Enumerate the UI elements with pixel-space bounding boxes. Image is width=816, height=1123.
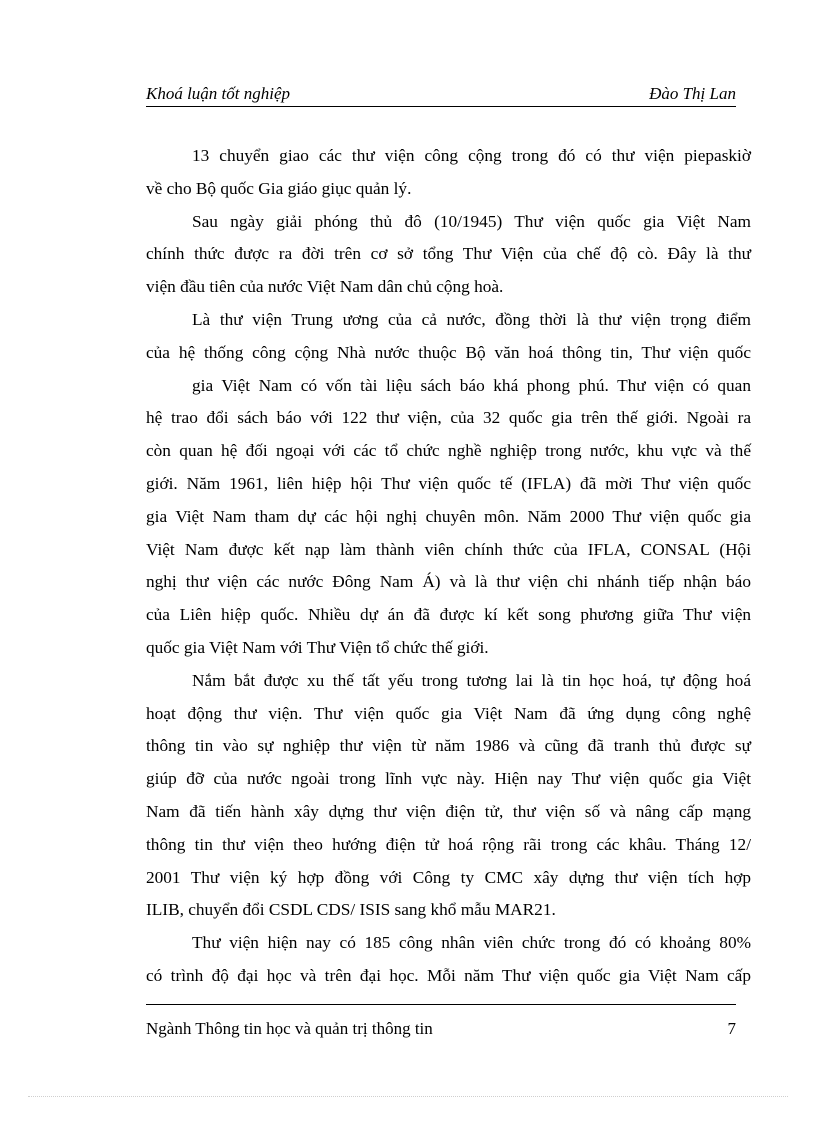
footer-department: Ngành Thông tin học và quản trị thông tin <box>146 1019 433 1038</box>
text-line: ILIB, chuyển đổi CSDL CDS/ ISIS sang khổ mẫu MAR21. <box>146 900 556 920</box>
text-line: hoạt động thư viện. Thư viện quốc gia Việt Nam đã ứng dụng công nghệ <box>146 703 751 723</box>
text-line: nghị thư viện các nước Đông Nam Á) và là thư viện chi nhánh tiếp nhận báo <box>146 572 751 592</box>
page-header <box>146 84 736 107</box>
paragraph <box>146 304 751 665</box>
text-line: giúp đỡ của nước ngoài trong lĩnh vực này. Hiện nay Thư viện quốc gia Việt <box>146 769 751 789</box>
text-line: viện đầu tiên của nước Việt Nam dân chủ cộng hoà. <box>146 277 504 297</box>
text-line: quốc gia Việt Nam với Thư Viện tổ chức thế giới. <box>146 637 489 657</box>
text-line: thông tin thư viện theo hướng điện tử hoá rộng rãi trong các khâu. Tháng 12/ <box>146 834 751 854</box>
text-line: hệ trao đổi sách báo với 122 thư viện, của 32 quốc gia trên thế giới. Ngoài ra <box>146 408 751 428</box>
text-line: về cho Bộ quốc Gia giáo giục quản lý. <box>146 178 412 198</box>
text-line: chính thức được ra đời trên cơ sở tổng Thư Viện của chế độ cò. Đây là thư <box>146 244 751 264</box>
page-edge-divider <box>28 1096 788 1097</box>
paragraph <box>146 927 751 993</box>
text-line: của Liên hiệp quốc. Nhiều dự án đã được kí kết song phương giữa Thư viện <box>146 605 751 625</box>
footer-rule <box>146 1004 736 1005</box>
text-line: Nắm bắt được xu thế tất yếu trong tương lai là tin học hoá, tự động hoá <box>192 670 751 690</box>
text-line: gia Việt Nam tham dự các hội nghị chuyên môn. Năm 2000 Thư viện quốc gia <box>146 506 751 526</box>
text-line: 2001 Thư viện ký hợp đồng với Công ty CMC xây dựng thư viện tích hợp <box>146 867 751 887</box>
paragraph <box>146 206 751 304</box>
text-line: có trình độ đại học và trên đại học. Mỗi năm Thư viện quốc gia Việt Nam cấp <box>146 965 751 985</box>
text-line: còn quan hệ đối ngoại với các tổ chức nghề nghiệp trong nước, khu vực và thế <box>146 441 751 461</box>
text-line: của hệ thống công cộng Nhà nước thuộc Bộ văn hoá thông tin, Thư viện quốc <box>146 342 751 362</box>
paragraph <box>146 665 751 927</box>
text-line: Nam đã tiến hành xây dựng thư viện điện tử, thư viện số và nâng cấp mạng <box>146 801 751 821</box>
text-line: Sau ngày giải phóng thủ đô (10/1945) Thư viện quốc gia Việt Nam <box>192 211 751 231</box>
text-line: Là thư viện Trung ương của cả nước, đồng thời là thư viện trọng điểm <box>192 309 751 329</box>
text-line: gia Việt Nam có vốn tài liệu sách báo khá phong phú. Thư viện có quan <box>192 375 751 395</box>
text-line: thông tin vào sự nghiệp thư viện từ năm 1986 và cũng đã tranh thủ được sự <box>146 736 751 756</box>
header-author-name: Đào Thị Lan <box>649 84 736 103</box>
body-text <box>146 140 751 993</box>
text-line: giới. Năm 1961, liên hiệp hội Thư viện quốc tế (IFLA) đã mời Thư viện quốc <box>146 473 751 493</box>
text-line: Việt Nam được kết nạp làm thành viên chính thức của IFLA, CONSAL (Hội <box>146 539 751 559</box>
page-number: 7 <box>727 1019 736 1038</box>
header-thesis-title: Khoá luận tốt nghiệp <box>146 84 291 103</box>
text-line: Thư viện hiện nay có 185 công nhân viên chức trong đó có khoảng 80% <box>192 933 751 953</box>
paragraph <box>146 140 751 206</box>
text-line: 13 chuyển giao các thư viện công cộng trong đó có thư viện piepaskiờ <box>192 146 751 165</box>
